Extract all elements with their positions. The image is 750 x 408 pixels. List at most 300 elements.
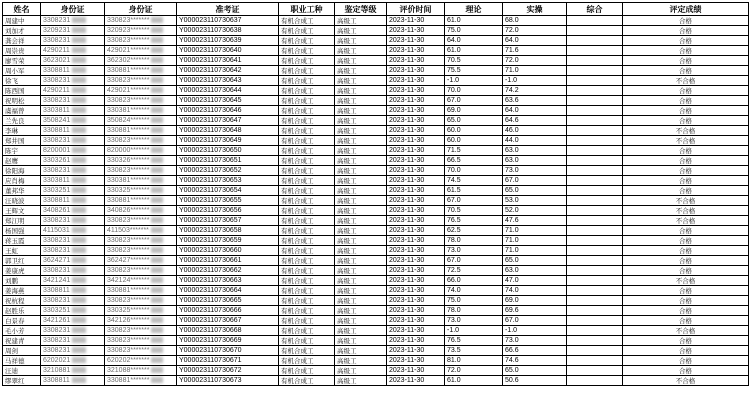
table-body — [3, 16, 749, 386]
cell-lvl-text: 高级工 — [337, 56, 357, 65]
cell-practice-text: 63.0 — [505, 146, 519, 154]
cell-theory-text: 73.5 — [447, 346, 461, 354]
cell-theory-text: 67.0 — [447, 96, 461, 104]
cell-exam — [177, 326, 279, 336]
cell-theory-text: -1.0 — [447, 76, 460, 84]
cell-total — [567, 186, 623, 196]
cell-exam-text: Y000023110730651 — [179, 156, 242, 164]
cell-lvl — [335, 66, 387, 76]
cell-id2-text: 330823******* — [107, 336, 150, 344]
cell-date — [387, 166, 445, 176]
cell-exam — [177, 306, 279, 316]
cell-theory — [445, 266, 503, 276]
cell-id2 — [105, 236, 177, 246]
redaction-mask — [72, 87, 86, 93]
cell-occ-text: 有机合成工 — [281, 176, 314, 185]
cell-lvl-text: 高级工 — [337, 206, 357, 215]
redaction-mask — [151, 117, 163, 123]
header-date: 评价时间 — [387, 3, 445, 16]
cell-lvl-text: 高级工 — [337, 196, 357, 205]
cell-lvl-text: 高级工 — [337, 326, 357, 335]
table-row — [3, 206, 749, 216]
cell-id2 — [105, 166, 177, 176]
cell-exam — [177, 346, 279, 356]
redaction-mask — [151, 337, 163, 343]
cell-id2 — [105, 246, 177, 256]
cell-practice-text: 63.6 — [505, 96, 519, 104]
cell-lvl-text: 高级工 — [337, 356, 357, 365]
cell-exam — [177, 196, 279, 206]
cell-name — [3, 146, 41, 156]
cell-occ-text: 有机合成工 — [281, 226, 314, 235]
table-row — [3, 336, 749, 346]
cell-name — [3, 46, 41, 56]
cell-exam — [177, 36, 279, 46]
table-row — [3, 126, 749, 136]
cell-id — [41, 356, 105, 366]
cell-exam-text: Y000023110730662 — [179, 266, 242, 274]
cell-id — [41, 136, 105, 146]
table-row — [3, 326, 749, 336]
table-row — [3, 76, 749, 86]
cell-practice-text: 64.6 — [505, 116, 519, 124]
cell-exam-text: Y000023110730643 — [179, 76, 242, 84]
cell-practice-text: 73.0 — [505, 336, 519, 344]
cell-theory — [445, 166, 503, 176]
cell-practice-text: 71.0 — [505, 236, 519, 244]
table-row — [3, 256, 749, 266]
cell-lvl-text: 高级工 — [337, 86, 357, 95]
cell-id2 — [105, 116, 177, 126]
cell-id2 — [105, 66, 177, 76]
redaction-mask — [151, 127, 163, 133]
cell-practice-text: 63.0 — [505, 266, 519, 274]
redaction-mask — [72, 327, 86, 333]
cell-occ-text: 有机合成工 — [281, 246, 314, 255]
cell-theory — [445, 196, 503, 206]
cell-lvl — [335, 326, 387, 336]
cell-practice — [503, 116, 567, 126]
cell-practice-text: 68.0 — [505, 16, 519, 24]
cell-id2-text: 330823******* — [107, 166, 150, 174]
cell-date-text: 2023-11-30 — [389, 326, 425, 334]
cell-total — [567, 256, 623, 266]
cell-lvl — [335, 206, 387, 216]
cell-theory — [445, 366, 503, 376]
cell-practice-text: 52.0 — [505, 206, 519, 214]
cell-occ — [279, 256, 335, 266]
cell-practice-text: 67.0 — [505, 176, 519, 184]
redaction-mask — [72, 207, 86, 213]
cell-occ-text: 有机合成工 — [281, 136, 314, 145]
cell-theory — [445, 356, 503, 366]
cell-lvl-text: 高级工 — [337, 136, 357, 145]
table-row — [3, 26, 749, 36]
cell-date — [387, 96, 445, 106]
cell-id — [41, 176, 105, 186]
cell-practice-text: 74.6 — [505, 356, 519, 364]
cell-theory-text: 61.5 — [447, 186, 461, 194]
cell-date-text: 2023-11-30 — [389, 96, 425, 104]
cell-theory — [445, 116, 503, 126]
results-sheet — [2, 2, 748, 386]
cell-name — [3, 156, 41, 166]
cell-theory — [445, 46, 503, 56]
cell-occ-text: 有机合成工 — [281, 266, 314, 275]
cell-occ-text: 有机合成工 — [281, 106, 314, 115]
cell-lvl-text: 高级工 — [337, 236, 357, 245]
cell-id2 — [105, 196, 177, 206]
cell-name — [3, 76, 41, 86]
cell-name-text: 李琳 — [5, 126, 18, 135]
cell-date — [387, 16, 445, 26]
cell-occ — [279, 356, 335, 366]
cell-occ-text: 有机合成工 — [281, 216, 314, 225]
cell-id-text: 3421261 — [43, 316, 71, 324]
redaction-mask — [72, 247, 86, 253]
cell-name-text: 祝杭程 — [5, 296, 25, 305]
cell-exam-text: Y000023110730641 — [179, 56, 242, 64]
cell-theory-text: 66.0 — [447, 276, 461, 284]
cell-id2 — [105, 346, 177, 356]
header-level: 鉴定等级 — [335, 3, 387, 16]
cell-id2 — [105, 376, 177, 386]
cell-lvl-text: 高级工 — [337, 116, 357, 125]
cell-lvl — [335, 86, 387, 96]
cell-exam-text: Y000023110730655 — [179, 196, 242, 204]
cell-id-text: 3303811 — [43, 176, 70, 184]
cell-total — [567, 16, 623, 26]
cell-date — [387, 186, 445, 196]
cell-occ-text: 有机合成工 — [281, 236, 314, 245]
cell-total — [567, 26, 623, 36]
cell-id-text: 3308231 — [43, 216, 71, 224]
cell-practice — [503, 46, 567, 56]
cell-id2 — [105, 326, 177, 336]
cell-practice-text: 72.0 — [505, 56, 519, 64]
cell-exam — [177, 46, 279, 56]
cell-id — [41, 216, 105, 226]
cell-theory — [445, 216, 503, 226]
redaction-mask — [72, 217, 86, 223]
cell-occ-text: 有机合成工 — [281, 366, 314, 375]
cell-date-text: 2023-11-30 — [389, 276, 425, 284]
cell-occ — [279, 136, 335, 146]
cell-practice — [503, 66, 567, 76]
cell-id-text: 3308231 — [43, 296, 71, 304]
cell-occ — [279, 286, 335, 296]
cell-id2-text: 362427******* — [107, 256, 150, 264]
cell-result-text: 不合格 — [675, 126, 696, 135]
table-row — [3, 296, 749, 306]
cell-date-text: 2023-11-30 — [389, 376, 425, 384]
cell-theory-text: 61.0 — [447, 46, 461, 54]
cell-date-text: 2023-11-30 — [389, 296, 425, 304]
cell-total — [567, 136, 623, 146]
cell-theory-text: 72.0 — [447, 366, 461, 374]
cell-theory-text: -1.0 — [447, 326, 460, 334]
cell-name — [3, 326, 41, 336]
cell-name-text: 赵鹰 — [5, 156, 18, 165]
cell-id2 — [105, 176, 177, 186]
table-row — [3, 176, 749, 186]
cell-id-text: 3308811 — [43, 286, 70, 294]
cell-name — [3, 236, 41, 246]
cell-theory-text: 65.0 — [447, 116, 461, 124]
cell-id — [41, 336, 105, 346]
cell-name — [3, 266, 41, 276]
cell-total — [567, 176, 623, 186]
cell-theory-text: 66.5 — [447, 156, 461, 164]
cell-total — [567, 236, 623, 246]
cell-result-text: 合格 — [679, 26, 692, 35]
redaction-mask — [72, 37, 86, 43]
cell-occ — [279, 376, 335, 386]
cell-result — [623, 186, 749, 196]
redaction-mask — [151, 47, 163, 53]
cell-result — [623, 36, 749, 46]
redaction-mask — [72, 257, 86, 263]
cell-name — [3, 96, 41, 106]
cell-lvl — [335, 126, 387, 136]
cell-result-text: 不合格 — [675, 206, 696, 215]
cell-theory — [445, 186, 503, 196]
cell-name — [3, 206, 41, 216]
cell-date — [387, 236, 445, 246]
cell-id-text: 3308231 — [43, 36, 71, 44]
cell-total — [567, 106, 623, 116]
cell-lvl — [335, 286, 387, 296]
cell-exam — [177, 276, 279, 286]
cell-theory-text: 75.0 — [447, 296, 461, 304]
cell-practice-text: 65.0 — [505, 186, 519, 194]
cell-practice-text: 64.0 — [505, 106, 519, 114]
cell-occ — [279, 46, 335, 56]
table-row — [3, 226, 749, 236]
cell-occ-text: 有机合成工 — [281, 356, 314, 365]
cell-id — [41, 96, 105, 106]
cell-id — [41, 296, 105, 306]
cell-id2 — [105, 226, 177, 236]
cell-total — [567, 156, 623, 166]
cell-occ — [279, 116, 335, 126]
cell-exam — [177, 166, 279, 176]
cell-theory-text: 67.0 — [447, 256, 461, 264]
cell-id-text: 3210881 — [43, 366, 71, 374]
cell-result-text: 合格 — [679, 96, 692, 105]
redaction-mask — [151, 57, 163, 63]
cell-lvl — [335, 336, 387, 346]
cell-id-text: 3303251 — [43, 306, 71, 314]
cell-occ-text: 有机合成工 — [281, 276, 314, 285]
cell-name — [3, 286, 41, 296]
table-row — [3, 276, 749, 286]
cell-id2-text: 330823******* — [107, 296, 150, 304]
cell-occ-text: 有机合成工 — [281, 126, 314, 135]
cell-date — [387, 266, 445, 276]
cell-practice — [503, 266, 567, 276]
cell-theory — [445, 36, 503, 46]
cell-id2-text: 330325******* — [107, 186, 150, 194]
cell-name — [3, 186, 41, 196]
cell-lvl — [335, 136, 387, 146]
cell-lvl-text: 高级工 — [337, 266, 357, 275]
redaction-mask — [151, 107, 163, 113]
cell-result-text: 合格 — [679, 266, 692, 275]
cell-result-text: 合格 — [679, 36, 692, 45]
cell-exam-text: Y000023110730671 — [179, 356, 242, 364]
cell-id2 — [105, 256, 177, 266]
cell-practice — [503, 126, 567, 136]
cell-result — [623, 366, 749, 376]
cell-name — [3, 336, 41, 346]
cell-id-text: 3303261 — [43, 156, 71, 164]
cell-id-text: 3308231 — [43, 326, 71, 334]
cell-practice — [503, 86, 567, 96]
cell-practice — [503, 346, 567, 356]
cell-name-text: 周剑 — [5, 346, 18, 355]
cell-name — [3, 56, 41, 66]
cell-practice — [503, 276, 567, 286]
cell-lvl-text: 高级工 — [337, 296, 357, 305]
cell-theory-text: 64.0 — [447, 36, 461, 44]
cell-date-text: 2023-11-30 — [389, 136, 425, 144]
cell-result-text: 不合格 — [675, 326, 696, 335]
header-total: 综合 — [567, 3, 623, 16]
redaction-mask — [151, 307, 163, 313]
cell-date — [387, 86, 445, 96]
cell-exam — [177, 266, 279, 276]
cell-theory — [445, 316, 503, 326]
cell-exam-text: Y000023110730660 — [179, 246, 242, 254]
cell-result-text: 合格 — [679, 56, 692, 65]
cell-id2-text: 350824******* — [107, 116, 150, 124]
cell-result — [623, 306, 749, 316]
cell-id2 — [105, 96, 177, 106]
cell-lvl-text: 高级工 — [337, 176, 357, 185]
cell-result — [623, 346, 749, 356]
cell-result — [623, 226, 749, 236]
cell-exam-text: Y000023110730657 — [179, 216, 242, 224]
cell-exam — [177, 66, 279, 76]
cell-result — [623, 236, 749, 246]
redaction-mask — [72, 337, 86, 343]
redaction-mask — [72, 137, 86, 143]
cell-practice-text: 69.0 — [505, 296, 519, 304]
redaction-mask — [151, 77, 163, 83]
cell-total — [567, 146, 623, 156]
redaction-mask — [72, 197, 86, 203]
cell-date — [387, 286, 445, 296]
cell-date-text: 2023-11-30 — [389, 76, 425, 84]
redaction-mask — [151, 257, 163, 263]
cell-date — [387, 316, 445, 326]
cell-date — [387, 246, 445, 256]
cell-result-text: 合格 — [679, 106, 692, 115]
cell-id2-text: 429021******* — [107, 86, 150, 94]
cell-date-text: 2023-11-30 — [389, 256, 425, 264]
cell-exam — [177, 186, 279, 196]
redaction-mask — [72, 47, 86, 53]
cell-practice-text: 74.0 — [505, 286, 519, 294]
cell-theory — [445, 176, 503, 186]
cell-occ — [279, 126, 335, 136]
cell-date-text: 2023-11-30 — [389, 336, 425, 344]
redaction-mask — [72, 347, 86, 353]
cell-exam — [177, 336, 279, 346]
cell-id — [41, 26, 105, 36]
cell-id — [41, 346, 105, 356]
cell-id2-text: 330823******* — [107, 216, 150, 224]
cell-result — [623, 106, 749, 116]
cell-date-text: 2023-11-30 — [389, 366, 425, 374]
cell-result — [623, 156, 749, 166]
cell-id2-text: 321088******* — [107, 366, 150, 374]
cell-result — [623, 126, 749, 136]
redaction-mask — [151, 167, 163, 173]
cell-practice-text: 63.0 — [505, 156, 519, 164]
cell-occ — [279, 76, 335, 86]
cell-practice — [503, 286, 567, 296]
cell-total — [567, 116, 623, 126]
cell-lvl — [335, 76, 387, 86]
redaction-mask — [72, 297, 86, 303]
cell-theory — [445, 256, 503, 266]
cell-id-text: 3308231 — [43, 16, 71, 24]
table-row — [3, 86, 749, 96]
redaction-mask — [151, 297, 163, 303]
cell-occ-text: 有机合成工 — [281, 66, 314, 75]
cell-result-text: 合格 — [679, 236, 692, 245]
cell-date-text: 2023-11-30 — [389, 346, 425, 354]
cell-occ — [279, 206, 335, 216]
cell-occ-text: 有机合成工 — [281, 336, 314, 345]
cell-lvl-text: 高级工 — [337, 166, 357, 175]
cell-id2 — [105, 106, 177, 116]
cell-practice-text: 65.0 — [505, 366, 519, 374]
redaction-mask — [151, 37, 163, 43]
cell-result-text: 合格 — [679, 86, 692, 95]
cell-practice — [503, 306, 567, 316]
redaction-mask — [72, 377, 86, 383]
cell-theory-text: 60.0 — [447, 136, 461, 144]
cell-date-text: 2023-11-30 — [389, 66, 425, 74]
cell-id — [41, 46, 105, 56]
cell-result-text: 合格 — [679, 166, 692, 175]
cell-practice — [503, 226, 567, 236]
cell-id2-text: 330823******* — [107, 16, 150, 24]
cell-lvl-text: 高级工 — [337, 26, 357, 35]
redaction-mask — [72, 127, 86, 133]
cell-exam-text: Y000023110730658 — [179, 226, 242, 234]
cell-practice-text: 67.0 — [505, 316, 519, 324]
cell-occ — [279, 326, 335, 336]
table-row — [3, 216, 749, 226]
cell-lvl-text: 高级工 — [337, 256, 357, 265]
cell-name — [3, 246, 41, 256]
cell-id — [41, 316, 105, 326]
cell-result-text: 不合格 — [675, 76, 696, 85]
table-row — [3, 106, 749, 116]
cell-occ-text: 有机合成工 — [281, 16, 314, 25]
cell-id2-text: 330881******* — [107, 66, 150, 74]
cell-theory-text: 78.0 — [447, 306, 461, 314]
cell-practice — [503, 166, 567, 176]
cell-date-text: 2023-11-30 — [389, 226, 425, 234]
cell-id — [41, 306, 105, 316]
cell-total — [567, 286, 623, 296]
cell-id-text: 4290211 — [43, 86, 70, 94]
